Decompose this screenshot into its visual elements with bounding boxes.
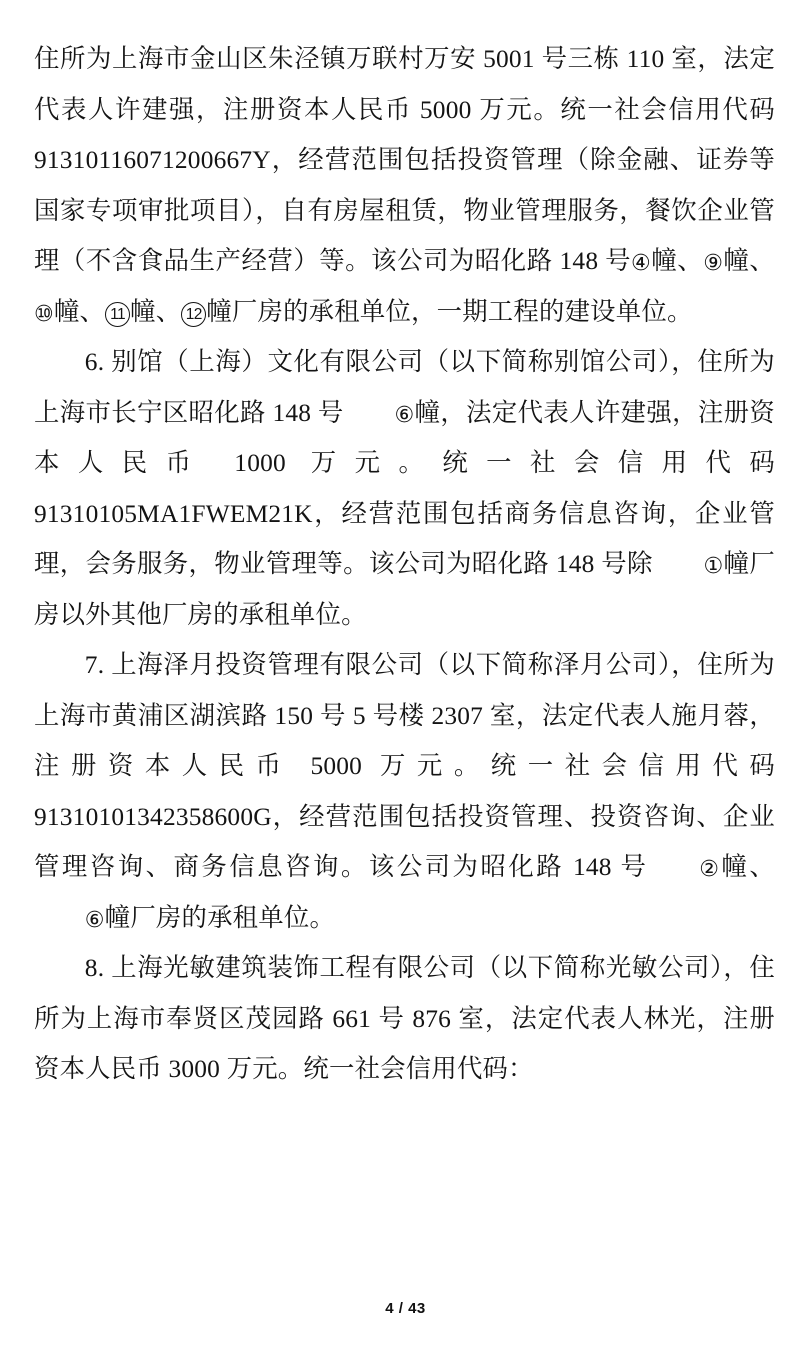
- text-run: 幢、: [719, 853, 776, 881]
- text-run: 7. 上海泽月投资管理有限公司（以下简称泽月公司），住所为上海市黄浦区湖滨路 150 号 5 号楼 2307 室，法定代表人施月蓉，注册资本人民币 5000 万元。统一社会信用代码 91310101342358600G，经营范围包括投资管理、投资咨询、企业管理咨询、商务信息咨询。该公司为昭化路 148 号: [34, 651, 775, 881]
- circled-number-12: 12: [181, 302, 206, 327]
- circled-number-9: ⑨: [703, 251, 724, 276]
- text-run: 幢、: [650, 247, 704, 275]
- text-run: 幢、: [130, 297, 182, 326]
- paragraph: [34, 34, 775, 337]
- paragraph: [34, 337, 775, 640]
- circled-number-4: ④: [631, 251, 651, 276]
- text-run: 幢厂房以外其他厂房的承租单位。: [34, 550, 775, 629]
- circled-number-1: ①: [703, 554, 724, 579]
- text-run: 8. 上海光敏建筑装饰工程有限公司（以下简称光敏公司），住所为上海市奉贤区茂园路 661 号 876 室，法定代表人林光，注册资本人民币 3000 万元。统一社会信用代码：: [34, 954, 775, 1083]
- circled-number-11: 11: [105, 302, 130, 327]
- circled-number-6: ⑥: [394, 402, 415, 428]
- circled-number-2: ②: [699, 857, 720, 882]
- text-run: 幢厂房的承租单位。: [104, 903, 336, 932]
- text-run: 6. 别馆（上海）文化有限公司（以下简称别馆公司），住所为上海市长宁区昭化路 148 号: [34, 348, 775, 427]
- circled-number-6: ⑥: [84, 907, 105, 933]
- paragraph: [34, 943, 775, 1095]
- circled-number-10: ⑩: [34, 301, 54, 327]
- page-footer: [0, 1300, 811, 1317]
- paragraph: [34, 640, 775, 943]
- text-run: 幢厂房的承租单位，一期工程的建设单位。: [206, 297, 693, 326]
- text-run: 住所为上海市金山区朱泾镇万联村万安 5001 号三栋 110 室，法定代表人许建强，注册资本人民币 5000 万元。统一社会信用代码 91310116071200667Y，经营范围包括投资管理（除金融、证券等国家专项审批项目），自有房屋租赁，物业管理服务，餐饮企业管理（不含食品生产经营）等。该公司为昭化路 148 号: [34, 45, 775, 275]
- text-run: 幢、: [723, 247, 776, 275]
- document-body: [34, 34, 775, 1095]
- text-run: 幢，法定代表人许建强，注册资本人民币 1000 万元。统一社会信用代码 91310105MA1FWEM21K，经营范围包括商务信息咨询，企业管理，会务服务，物业管理等。该公司为昭化路 148 号除: [34, 398, 775, 578]
- text-run: 幢、: [53, 297, 106, 326]
- page-number: 4 / 43: [385, 1300, 426, 1317]
